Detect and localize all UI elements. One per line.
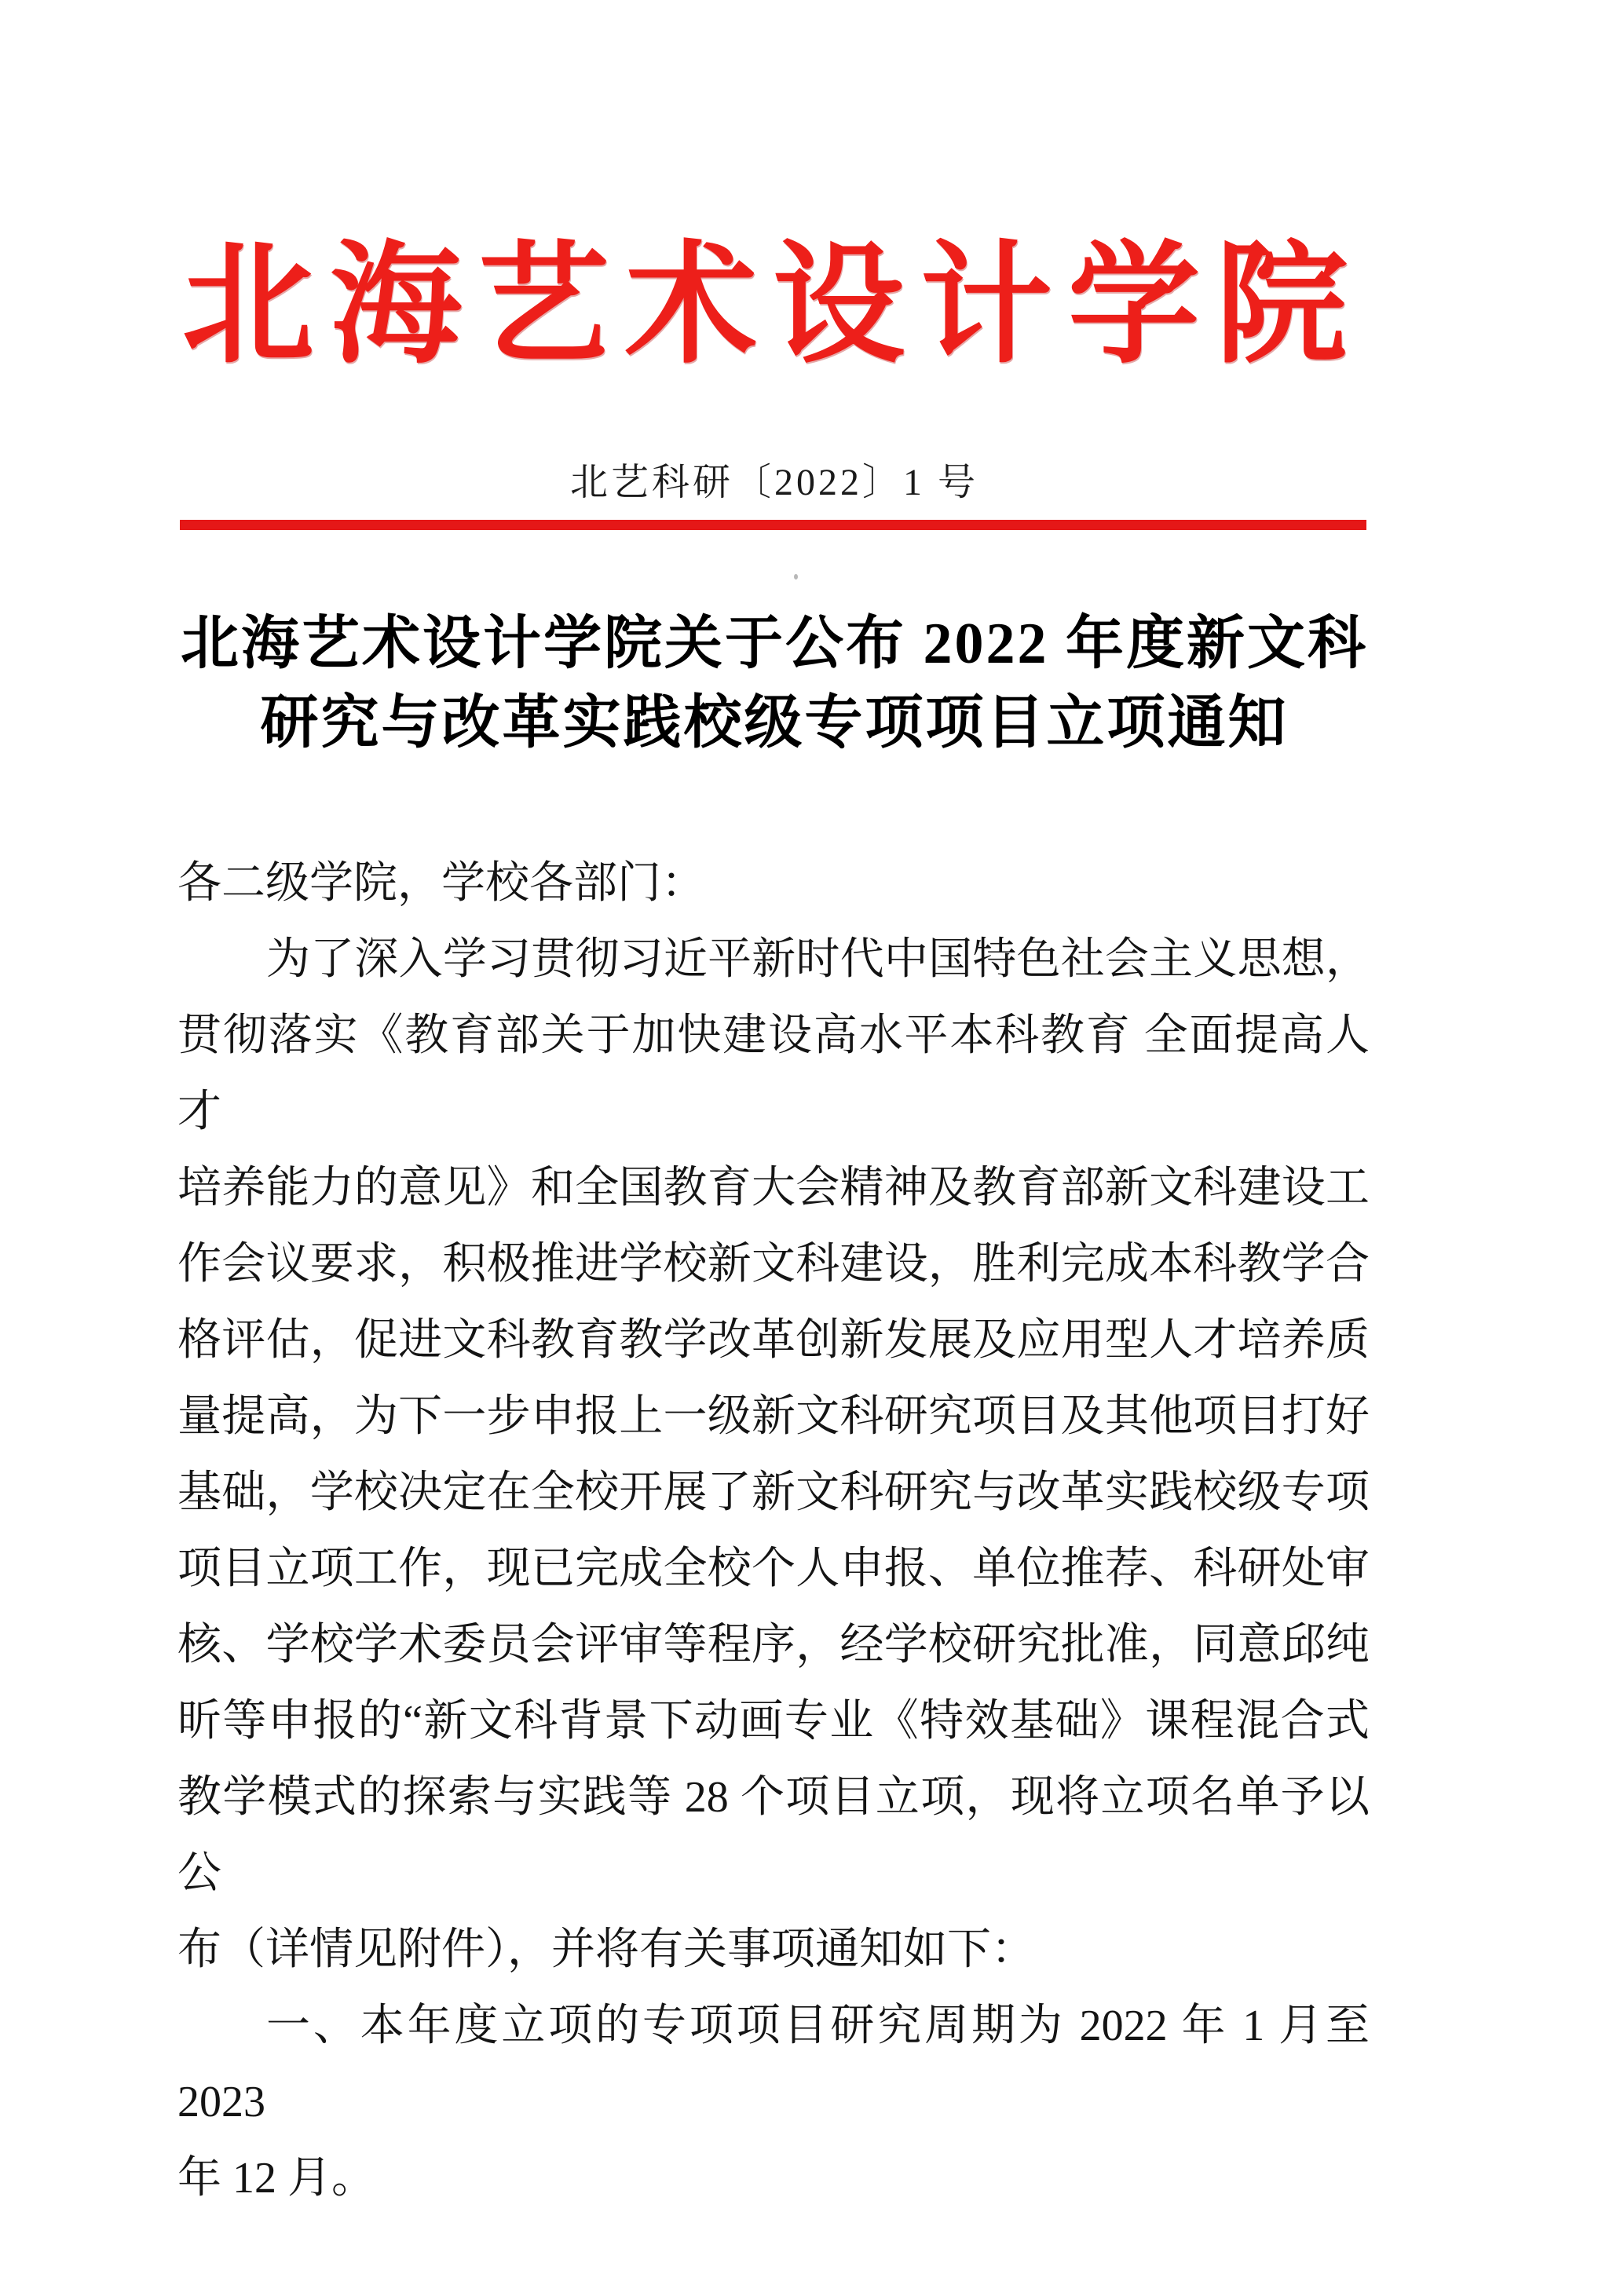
body-line: 教学模式的探索与实践等 28 个项目立项，现将立项名单予以公 (177, 1773, 1370, 1898)
body-line: 格评估，促进文科教育教学改革创新发展及应用型人才培养质 (177, 1316, 1370, 1365)
document-title (181, 605, 1368, 763)
red-divider-line (180, 520, 1366, 530)
body-line: 核、学校学术委员会评审等程序，经学校研究批准，同意邱纯 (177, 1621, 1370, 1669)
body-line: 为了深入学习贯彻习近平新时代中国特色社会主义思想， (266, 935, 1370, 984)
body-line: 量提高，为下一步申报上一级新文科研究项目及其他项目打好 (177, 1392, 1370, 1441)
body-line: 昕等申报的“新文科背景下动画专业《特效基础》课程混合式 (177, 1697, 1370, 1746)
body-line: 贯彻落实《教育部关于加快建设高水平本科教育 全面提高人才 (177, 1011, 1370, 1136)
body-line: 基础，学校决定在全校开展了新文科研究与改革实践校级专项 (177, 1468, 1370, 1517)
body-line: 年 12 月。 (177, 2154, 375, 2203)
body-line-item-one: 一、本年度立项的专项项目研究周期为 2022 年 1 月至 2023 (177, 2002, 1370, 2126)
doc-number: 北艺科研〔2022〕1 号 (569, 462, 978, 503)
document-title-line2: 研究与改革实践校级专项项目立项通知 (260, 691, 1289, 755)
scan-artifact-dot (794, 574, 798, 579)
body-line: 培养能力的意见》和全国教育大会精神及教育部新文科建设工 (177, 1164, 1370, 1212)
body-line: 布（详情见附件），并将有关事项通知如下： (177, 1925, 1035, 1974)
document-body (177, 846, 1370, 2217)
body-line: 作会议要求，积极推进学校新文科建设，胜利完成本科教学合 (177, 1240, 1370, 1289)
body-line-salutation: 各二级学院，学校各部门： (177, 859, 705, 908)
document-title-line1: 北海艺术设计学院关于公布 2022 年度新文科 (181, 612, 1368, 676)
letterhead-org-name: 北海艺术设计学院 (182, 233, 1363, 379)
body-line: 项目立项工作，现已完成全校个人申报、单位推荐、科研处审 (177, 1545, 1370, 1593)
